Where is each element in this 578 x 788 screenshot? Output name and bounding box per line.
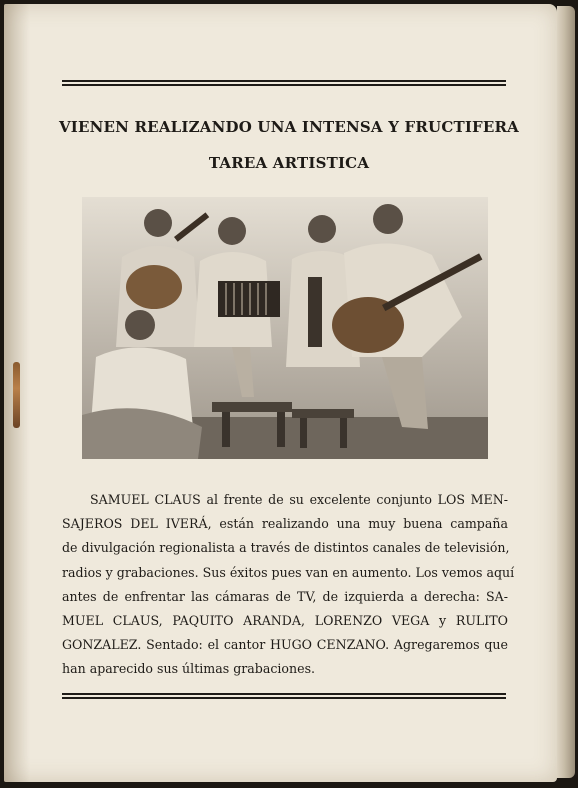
caption-line: radios y grabaciones. Sus éxitos pues van en aumento. Los vemos aquí xyxy=(62,564,515,580)
caption-line: SAJEROS DEL IVERÁ, están realizando una muy buena campaña xyxy=(62,516,508,532)
bottom-double-rule xyxy=(62,693,506,699)
page-edge xyxy=(557,6,575,778)
caption-line: MUEL CLAUS, PAQUITO ARANDA, LORENZO VEGA y RULITO xyxy=(62,613,508,629)
headline-line-2: TAREA ARTISTICA xyxy=(208,154,370,172)
photo-caption xyxy=(62,488,515,682)
caption-line: GONZALEZ. Sentado: el cantor HUGO CENZANO. Agregaremos que xyxy=(62,637,508,653)
headline-line-1: VIENEN REALIZANDO UNA INTENSA Y FRUCTIFERA xyxy=(58,118,520,136)
caption-line: antes de enfrentar las cámaras de TV, de izquierda a derecha: SA- xyxy=(62,588,508,604)
group-photo-icon xyxy=(82,197,488,459)
top-double-rule xyxy=(62,80,506,86)
staple xyxy=(13,362,20,428)
group-photo xyxy=(82,197,488,459)
caption-line: han aparecido sus últimas grabaciones. xyxy=(62,661,316,677)
caption-line: SAMUEL CLAUS al frente de su excelente conjunto LOS MEN- xyxy=(90,492,508,507)
caption-line: de divulgación regionalista a través de distintos canales de televisión, xyxy=(62,540,510,556)
